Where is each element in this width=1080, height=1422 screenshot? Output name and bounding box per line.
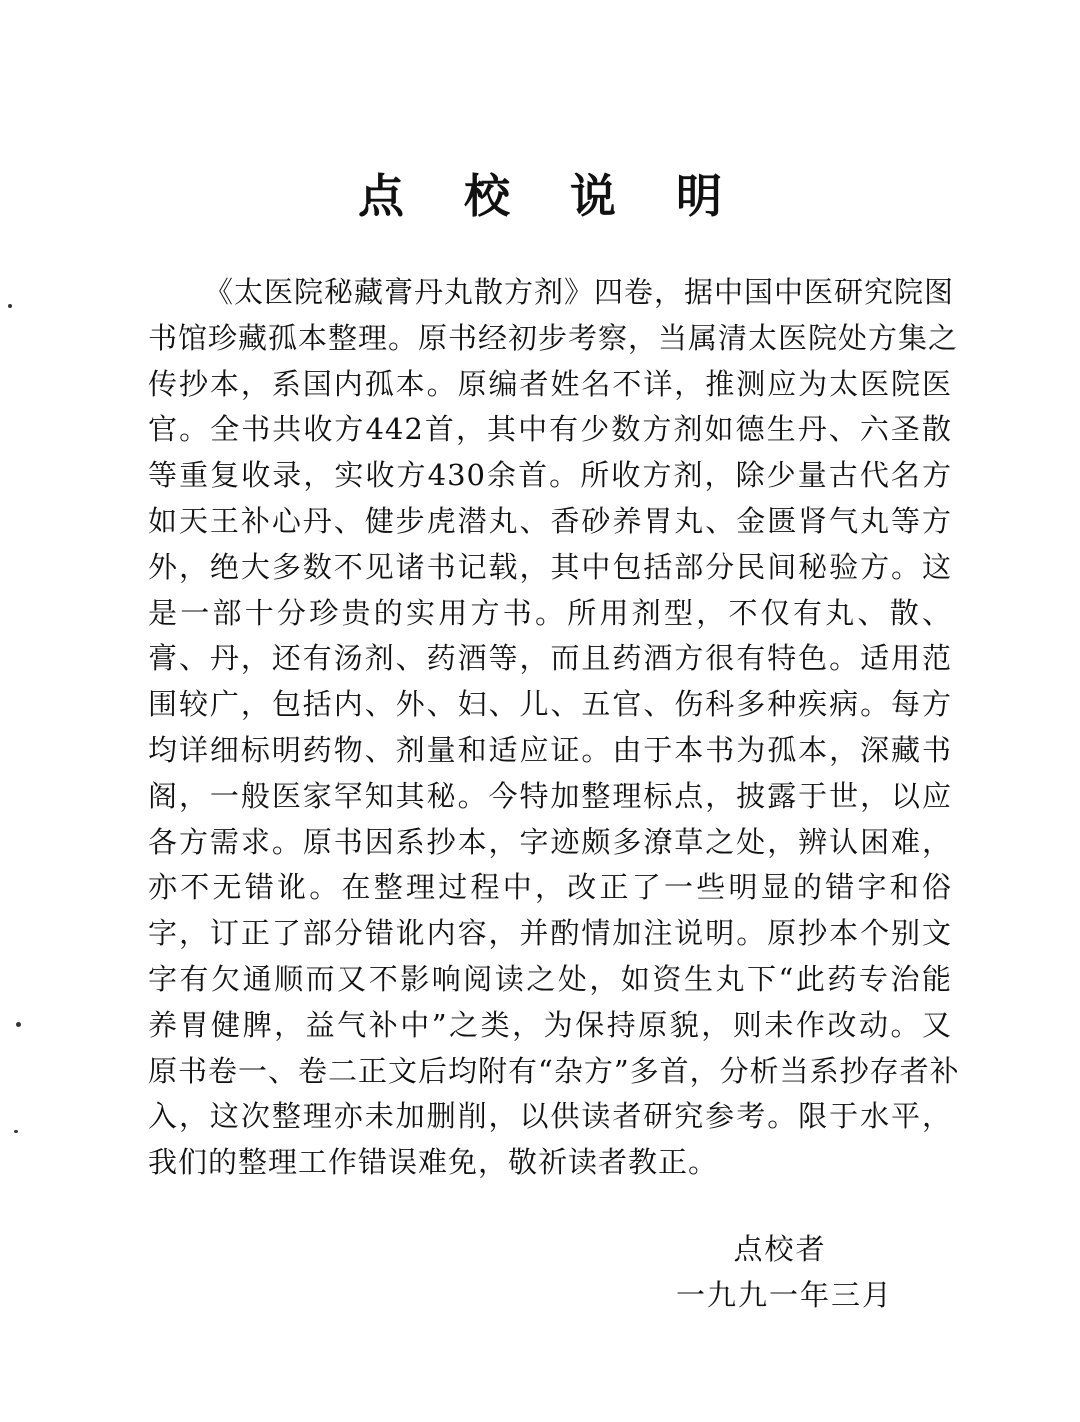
paragraph-line: 《太医院秘藏膏丹丸散方剂》四卷，据中国中医研究院图 <box>204 275 955 309</box>
paragraph-line: 外，绝大多数不见诸书记载，其中包括部分民间秘验方。这 <box>148 549 952 584</box>
paragraph-line: 膏、丹，还有汤剂、药酒等，而且药酒方很有特色。适用范 <box>148 641 952 676</box>
paragraph-line: 亦不无错讹。在整理过程中，改正了一些明显的错字和俗 <box>148 870 952 905</box>
paragraph-line: 等重复收录，实收方430余首。所收方剂，除少量古代名方 <box>148 458 952 493</box>
paragraph-line: 养胃健脾，益气补中”之类，为保持原貌，则未作改动。又 <box>148 1007 952 1042</box>
paragraph-line: 各方需求。原书因系抄本，字迹颇多潦草之处，辨认困难， <box>148 824 952 859</box>
paragraph-line: 官。全书共收方442首，其中有少数方剂如德生丹、六圣散 <box>148 412 952 447</box>
scan-speck <box>14 1130 18 1133</box>
paragraph-line: 传抄本，系国内孤本。原编者姓名不详，推测应为太医院医 <box>148 366 952 401</box>
paragraph-line: 字有欠通顺而又不影响阅读之处，如资生丸下“此药专治能 <box>148 961 952 996</box>
page-title: 点 校 说 明 <box>357 169 745 223</box>
scan-speck <box>8 304 12 308</box>
paragraph-line: 字，订正了部分错讹内容，并酌情加注说明。原抄本个别文 <box>148 916 952 951</box>
signature: 点校者 <box>733 1232 827 1266</box>
paragraph-line: 围较广，包括内、外、妇、儿、五官、伤科多种疾病。每方 <box>148 687 952 722</box>
scan-speck <box>16 1022 21 1027</box>
signature-date: 一九九一年三月 <box>676 1278 894 1312</box>
paragraph-line: 原书卷一、卷二正文后均附有“杂方”多首，分析当系抄存者补 <box>148 1053 960 1088</box>
paragraph-line: 阁，一般医家罕知其秘。今特加整理标点，披露于世，以应 <box>148 778 952 813</box>
paragraph-line: 入，这次整理亦未加删削，以供读者研究参考。限于水平， <box>148 1099 952 1134</box>
paragraph-line: 我们的整理工作错误难免，敬祈读者教正。 <box>148 1145 719 1180</box>
paragraph-line: 书馆珍藏孤本整理。原书经初步考察，当属清太医院处方集之 <box>148 320 959 355</box>
body-paragraph <box>148 270 960 1186</box>
paragraph-line: 均详细标明药物、剂量和适应证。由于本书为孤本，深藏书 <box>148 732 952 767</box>
paragraph-line: 如天王补心丹、健步虎潜丸、香砂养胃丸、金匮肾气丸等方 <box>148 503 952 538</box>
paragraph-line: 是一部十分珍贵的实用方书。所用剂型，不仅有丸、散、 <box>148 595 952 630</box>
